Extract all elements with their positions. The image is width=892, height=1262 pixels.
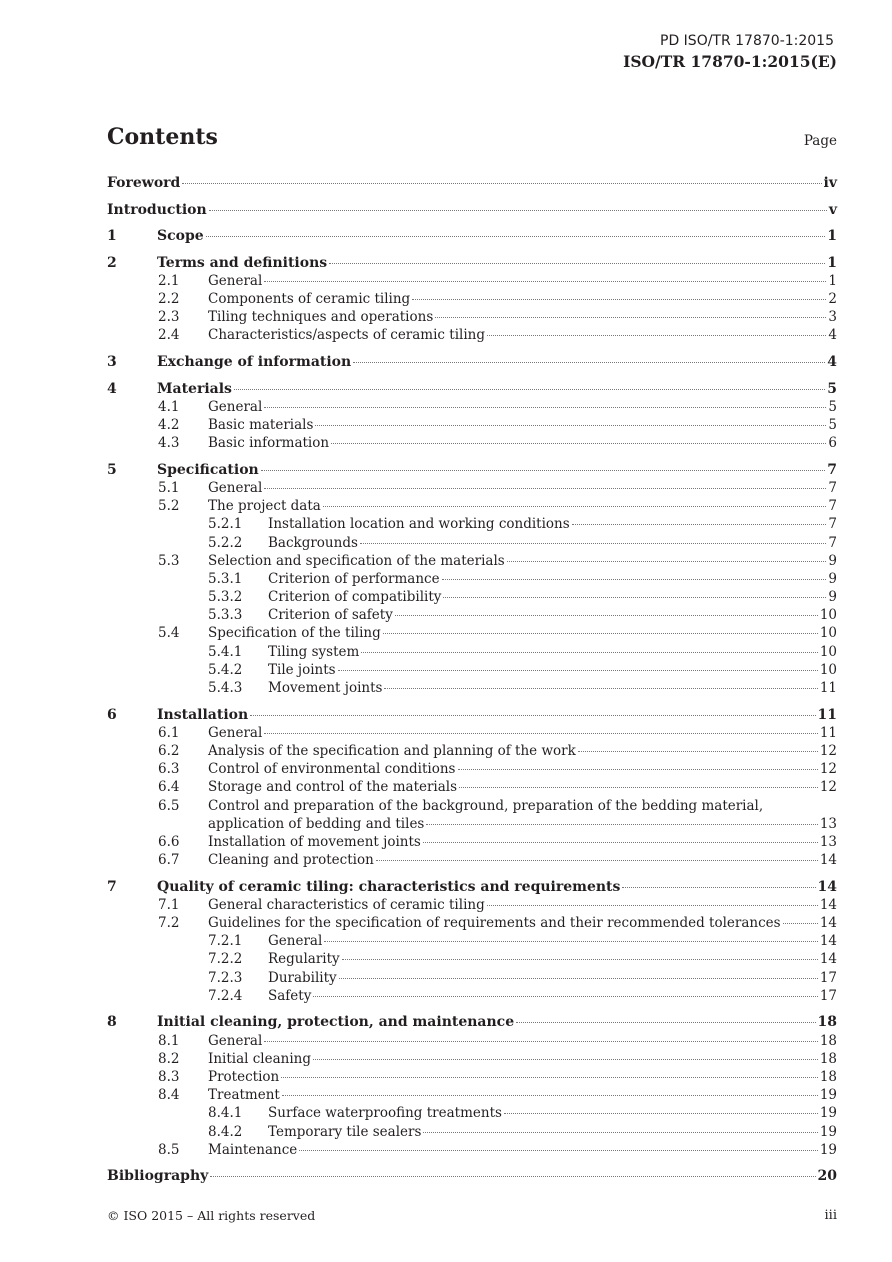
toc-entry-number: 8.4 <box>158 1087 180 1104</box>
toc-entry-title: Initial cleaning <box>208 1050 312 1067</box>
toc-dot-leader <box>264 488 826 489</box>
toc-entry-title: Installation <box>157 706 249 723</box>
toc-entry-title: General <box>208 272 263 289</box>
toc-entry-page: v <box>828 201 837 218</box>
toc-entry-title: Components of ceramic tiling <box>208 291 411 308</box>
toc-entry[interactable] <box>107 970 837 988</box>
toc-entry-number: 7 <box>107 878 117 895</box>
toc-entry[interactable] <box>107 589 837 607</box>
toc-entry[interactable] <box>107 933 837 951</box>
toc-entry-number: 8 <box>107 1014 117 1031</box>
toc-entry-title: Characteristics/aspects of ceramic tiling <box>208 327 485 344</box>
toc-entry[interactable] <box>107 381 837 399</box>
toc-entry-number: 5.3.1 <box>208 570 243 587</box>
toc-entry-title: Installation location and working conditions <box>268 516 570 533</box>
toc-entry-title: Scope <box>157 228 204 245</box>
toc-entry-number: 5.4 <box>158 625 180 642</box>
toc-entry-number: 6.7 <box>158 852 180 869</box>
toc-dot-leader <box>442 579 827 580</box>
toc-dot-leader <box>443 597 826 598</box>
toc-entry-title: Introduction <box>107 201 207 218</box>
toc-dot-leader <box>339 978 818 979</box>
toc-entry-number: 4.1 <box>158 398 180 415</box>
toc-entry-title: Analysis of the specification and planning of the work <box>208 742 576 759</box>
toc-dot-leader <box>516 1022 815 1023</box>
toc-entry-number: 7.1 <box>158 896 180 913</box>
toc-entry-number: 6.6 <box>158 833 180 850</box>
toc-entry-number: 8.4.2 <box>208 1123 243 1140</box>
toc-entry-title: General <box>268 933 323 950</box>
toc-entry[interactable] <box>107 1168 837 1186</box>
toc-entry[interactable] <box>107 816 837 834</box>
toc-entry-number: 8.2 <box>158 1050 180 1067</box>
toc-entry-title: Tile joints <box>268 661 336 678</box>
toc-dot-leader <box>360 543 827 544</box>
toc-entry-number: 2.3 <box>158 309 180 326</box>
toc-entry-number: 5.4.3 <box>208 680 243 697</box>
toc-entry[interactable] <box>107 354 837 372</box>
toc-entry[interactable] <box>107 535 837 553</box>
toc-entry[interactable] <box>107 202 837 220</box>
toc-entry-number: 5.4.2 <box>208 661 243 678</box>
toc-entry-number: 2 <box>107 254 117 271</box>
toc-entry-page: 12 <box>819 779 837 796</box>
toc-dot-leader <box>281 1077 818 1078</box>
toc-entry[interactable] <box>107 480 837 498</box>
toc-entry[interactable] <box>107 852 837 870</box>
toc-entry-page: 10 <box>819 643 837 660</box>
toc-entry-page: 11 <box>819 724 837 741</box>
toc-entry-page: 18 <box>819 1068 837 1085</box>
toc-dot-leader <box>423 842 818 843</box>
toc-entry[interactable] <box>107 707 837 725</box>
toc-entry-page: 17 <box>819 987 837 1004</box>
toc-entry-number: 5.3.3 <box>208 607 243 624</box>
toc-entry-title: Materials <box>157 380 232 397</box>
toc-entry-title: Guidelines for the specification of requirements and their recommended tolerances <box>208 915 781 932</box>
toc-entry-title: Terms and definitions <box>157 254 328 271</box>
toc-entry-page: 19 <box>819 1141 837 1158</box>
toc-entry[interactable] <box>107 743 837 761</box>
toc-entry-number: 2.1 <box>158 272 180 289</box>
toc-entry[interactable] <box>107 399 837 417</box>
toc-entry-page: 18 <box>817 1014 837 1031</box>
toc-entry-number: 8.4.1 <box>208 1105 243 1122</box>
toc-entry-number: 7.2.4 <box>208 987 243 1004</box>
toc-dot-leader <box>331 443 826 444</box>
toc-entry[interactable] <box>107 327 837 345</box>
toc-dot-leader <box>234 389 825 390</box>
toc-entry-title: Durability <box>268 969 337 986</box>
toc-entry-page: 1 <box>827 228 837 245</box>
toc-entry-title: General <box>208 398 263 415</box>
toc-dot-leader <box>299 1150 818 1151</box>
toc-dot-leader <box>435 317 826 318</box>
toc-entry[interactable] <box>107 915 837 933</box>
toc-entry-number: 6 <box>107 706 117 723</box>
toc-entry[interactable] <box>107 498 837 516</box>
toc-entry[interactable] <box>107 879 837 897</box>
footer-copyright: © ISO 2015 – All rights reserved <box>107 1208 316 1223</box>
toc-dot-leader <box>324 941 818 942</box>
toc-entry-page: 7 <box>828 516 837 533</box>
toc-entry-title: General <box>208 1032 263 1049</box>
toc-entry-title: Surface waterproofing treatments <box>268 1105 502 1122</box>
toc-dot-leader <box>282 1095 818 1096</box>
toc-entry-title: Criterion of compatibility <box>268 589 442 606</box>
toc-entry[interactable] <box>107 417 837 435</box>
toc-dot-leader <box>458 769 818 770</box>
toc-entry[interactable] <box>107 951 837 969</box>
toc-entry-page: 13 <box>819 815 837 832</box>
toc-entry-page: 5 <box>828 398 837 415</box>
toc-entry-number: 3 <box>107 354 117 371</box>
toc-dot-leader <box>313 1059 818 1060</box>
toc-entry-title: Cleaning and protection <box>208 852 374 869</box>
toc-entry[interactable] <box>107 309 837 327</box>
toc-entry[interactable] <box>107 1051 837 1069</box>
toc-entry-page: 19 <box>819 1123 837 1140</box>
toc-entry-number: 2.4 <box>158 327 180 344</box>
toc-entry-page: 4 <box>828 327 837 344</box>
toc-entry[interactable] <box>107 1087 837 1105</box>
toc-entry[interactable] <box>107 553 837 571</box>
toc-entry-number: 8.3 <box>158 1068 180 1085</box>
toc-entry-title: Temporary tile sealers <box>268 1123 422 1140</box>
toc-entry-page: 5 <box>827 380 837 397</box>
toc-entry-title: General characteristics of ceramic tiling <box>208 896 485 913</box>
toc-entry-number: 5 <box>107 461 117 478</box>
toc-entry-page: 3 <box>828 309 837 326</box>
toc-entry-page: 11 <box>819 680 837 697</box>
toc-entry[interactable] <box>107 625 837 643</box>
toc-entry-page: 5 <box>828 417 837 434</box>
toc-entry-title: Protection <box>208 1068 280 1085</box>
toc-entry-page: 14 <box>819 933 837 950</box>
toc-entry-page: 12 <box>819 742 837 759</box>
toc-entry-title: Storage and control of the materials <box>208 779 458 796</box>
toc-dot-leader <box>329 263 825 264</box>
toc-dot-leader <box>578 751 818 752</box>
toc-entry-title: Bibliography <box>107 1168 209 1185</box>
toc-entry-title: Criterion of performance <box>268 570 440 587</box>
toc-entry-page: 12 <box>819 761 837 778</box>
toc-entry-page: 9 <box>828 552 837 569</box>
toc-entry-title: Quality of ceramic tiling: characteristics and requirements <box>157 878 621 895</box>
toc-entry-number: 2.2 <box>158 291 180 308</box>
toc-entry-number: 7.2.1 <box>208 933 243 950</box>
toc-entry-number: 5.2 <box>158 498 180 515</box>
toc-entry[interactable] <box>107 1105 837 1123</box>
toc-entry-title: Foreword <box>107 175 181 191</box>
toc-dot-leader <box>313 996 817 997</box>
toc-entry-number: 1 <box>107 228 117 245</box>
toc-entry[interactable] <box>107 897 837 915</box>
toc-entry-page: 20 <box>817 1168 837 1185</box>
toc-entry[interactable] <box>107 644 837 662</box>
toc-entry[interactable] <box>107 291 837 309</box>
toc-entry-page: 17 <box>819 969 837 986</box>
toc-dot-leader <box>264 1041 818 1042</box>
toc-dot-leader <box>383 633 818 634</box>
toc-entry-title: The project data <box>208 498 321 515</box>
toc-entry-number: 5.1 <box>158 479 180 496</box>
toc-entry-page: 1 <box>828 272 837 289</box>
toc-entry[interactable] <box>107 228 837 246</box>
toc-entry-page: 10 <box>819 625 837 642</box>
toc-dot-leader <box>342 959 818 960</box>
toc-dot-leader <box>783 923 818 924</box>
toc-entry-number: 5.4.1 <box>208 643 243 660</box>
toc-entry-page: 4 <box>827 354 837 371</box>
header-standard-id: ISO/TR 17870-1:2015(E) <box>623 52 837 71</box>
toc-entry-number: 6.3 <box>158 761 180 778</box>
page-title: Contents <box>107 124 218 150</box>
toc-dot-leader <box>487 335 826 336</box>
toc-dot-leader <box>206 236 826 237</box>
toc-dot-leader <box>572 524 827 525</box>
toc-entry[interactable] <box>107 1142 837 1160</box>
toc-dot-leader <box>504 1113 818 1114</box>
toc-entry-page: 9 <box>828 570 837 587</box>
toc-entry-number: 4 <box>107 380 117 397</box>
toc-entry-page: 10 <box>819 661 837 678</box>
toc-dot-leader <box>459 787 818 788</box>
toc-entry-page: 14 <box>819 896 837 913</box>
toc-entry[interactable] <box>107 779 837 797</box>
toc-entry-page: 19 <box>819 1087 837 1104</box>
toc-entry-number: 6.1 <box>158 724 180 741</box>
toc-entry[interactable] <box>107 571 837 589</box>
toc-dot-leader <box>622 887 815 888</box>
toc-dot-leader <box>315 425 826 426</box>
toc-dot-leader <box>423 1132 817 1133</box>
toc-entry-page: 14 <box>817 878 837 895</box>
toc-entry-title: Installation of movement joints <box>208 833 421 850</box>
toc-entry-page: 7 <box>828 498 837 515</box>
toc-dot-leader <box>264 733 818 734</box>
toc-entry-title: Specification <box>157 461 259 478</box>
toc-entry[interactable] <box>107 988 837 1006</box>
toc-entry-number: 6.4 <box>158 779 180 796</box>
table-of-contents <box>107 175 837 1186</box>
toc-dot-leader <box>361 652 818 653</box>
toc-entry[interactable] <box>107 1124 837 1142</box>
toc-dot-leader <box>210 1176 815 1177</box>
toc-entry[interactable] <box>107 1069 837 1087</box>
toc-entry[interactable] <box>107 662 837 680</box>
toc-entry-title: General <box>208 479 263 496</box>
toc-entry-title: Treatment <box>208 1087 280 1104</box>
toc-entry-number: 5.3.2 <box>208 589 243 606</box>
toc-entry-title: Control of environmental conditions <box>208 761 456 778</box>
header-document-id: PD ISO/TR 17870-1:2015 <box>660 33 834 49</box>
toc-entry-title: Basic materials <box>208 417 314 434</box>
toc-entry-title: Backgrounds <box>268 534 358 551</box>
footer-page-number: iii <box>824 1208 837 1223</box>
toc-dot-leader <box>182 183 821 184</box>
toc-dot-leader <box>353 362 825 363</box>
toc-entry-title: General <box>208 724 263 741</box>
page-column-label: Page <box>803 133 837 149</box>
toc-entry-page: 10 <box>819 607 837 624</box>
toc-dot-leader <box>376 860 818 861</box>
toc-entry[interactable] <box>107 607 837 625</box>
toc-entry-page: 18 <box>819 1050 837 1067</box>
toc-entry-title: Specification of the tiling <box>208 625 381 642</box>
toc-entry-page: 18 <box>819 1032 837 1049</box>
toc-entry-page: iv <box>823 175 837 191</box>
toc-entry[interactable] <box>107 834 837 852</box>
toc-entry-title: Tiling system <box>268 643 360 660</box>
toc-entry-title: Criterion of safety <box>268 607 393 624</box>
toc-dot-leader <box>338 670 818 671</box>
toc-entry-page: 11 <box>817 706 837 723</box>
toc-entry[interactable] <box>107 680 837 698</box>
toc-entry-number: 7.2 <box>158 915 180 932</box>
toc-entry-title: application of bedding and tiles <box>208 815 425 832</box>
toc-dot-leader <box>261 470 826 471</box>
toc-dot-leader <box>264 407 826 408</box>
toc-dot-leader <box>487 905 818 906</box>
toc-entry-number: 4.2 <box>158 417 180 434</box>
toc-entry-page: 7 <box>828 534 837 551</box>
toc-entry-page: 6 <box>828 435 837 452</box>
toc-entry[interactable] <box>107 1033 837 1051</box>
toc-entry-number: 8.1 <box>158 1032 180 1049</box>
toc-dot-leader <box>250 715 815 716</box>
toc-entry-number: 6.2 <box>158 742 180 759</box>
toc-entry-page: 9 <box>828 589 837 606</box>
toc-entry-number: 5.3 <box>158 552 180 569</box>
toc-entry-page: 14 <box>819 915 837 932</box>
toc-entry[interactable] <box>107 462 837 480</box>
toc-entry-number: 7.2.3 <box>208 969 243 986</box>
toc-entry[interactable] <box>107 798 837 816</box>
toc-entry-page: 14 <box>819 951 837 968</box>
toc-entry-title: Tiling techniques and operations <box>208 309 434 326</box>
toc-entry-title: Selection and specification of the materials <box>208 552 505 569</box>
toc-entry[interactable] <box>107 435 837 453</box>
toc-entry-page: 19 <box>819 1105 837 1122</box>
toc-entry-number: 8.5 <box>158 1141 180 1158</box>
toc-entry[interactable] <box>107 761 837 779</box>
toc-entry-number: 5.2.1 <box>208 516 243 533</box>
toc-entry-title: Regularity <box>268 951 340 968</box>
toc-entry-title: Control and preparation of the background, preparation of the bedding material, <box>208 797 764 814</box>
toc-dot-leader <box>384 688 817 689</box>
toc-entry-title: Maintenance <box>208 1141 298 1158</box>
toc-entry[interactable] <box>107 255 837 273</box>
toc-entry-number: 5.2.2 <box>208 534 243 551</box>
toc-entry[interactable] <box>107 725 837 743</box>
toc-entry[interactable] <box>107 1014 837 1032</box>
toc-dot-leader <box>507 561 827 562</box>
toc-dot-leader <box>264 281 826 282</box>
toc-entry-page: 7 <box>827 461 837 478</box>
toc-entry-page: 1 <box>827 254 837 271</box>
toc-entry-title: Initial cleaning, protection, and maintenance <box>157 1014 515 1031</box>
toc-entry-page: 13 <box>819 833 837 850</box>
toc-entry-title: Movement joints <box>268 680 383 697</box>
toc-dot-leader <box>323 506 827 507</box>
toc-dot-leader <box>209 210 827 211</box>
toc-entry-page: 14 <box>819 852 837 869</box>
toc-entry-title: Safety <box>268 987 312 1004</box>
toc-dot-leader <box>412 299 826 300</box>
toc-entry[interactable] <box>107 273 837 291</box>
toc-entry-page: 7 <box>828 479 837 496</box>
toc-entry-number: 6.5 <box>158 797 180 814</box>
toc-entry[interactable] <box>107 175 837 193</box>
toc-dot-leader <box>395 615 818 616</box>
toc-entry-title: Basic information <box>208 435 330 452</box>
toc-dot-leader <box>426 824 817 825</box>
toc-entry-title: Exchange of information <box>157 354 352 371</box>
toc-entry-page: 2 <box>828 291 837 308</box>
toc-entry-number: 7.2.2 <box>208 951 243 968</box>
toc-entry-number: 4.3 <box>158 435 180 452</box>
toc-entry[interactable] <box>107 516 837 534</box>
